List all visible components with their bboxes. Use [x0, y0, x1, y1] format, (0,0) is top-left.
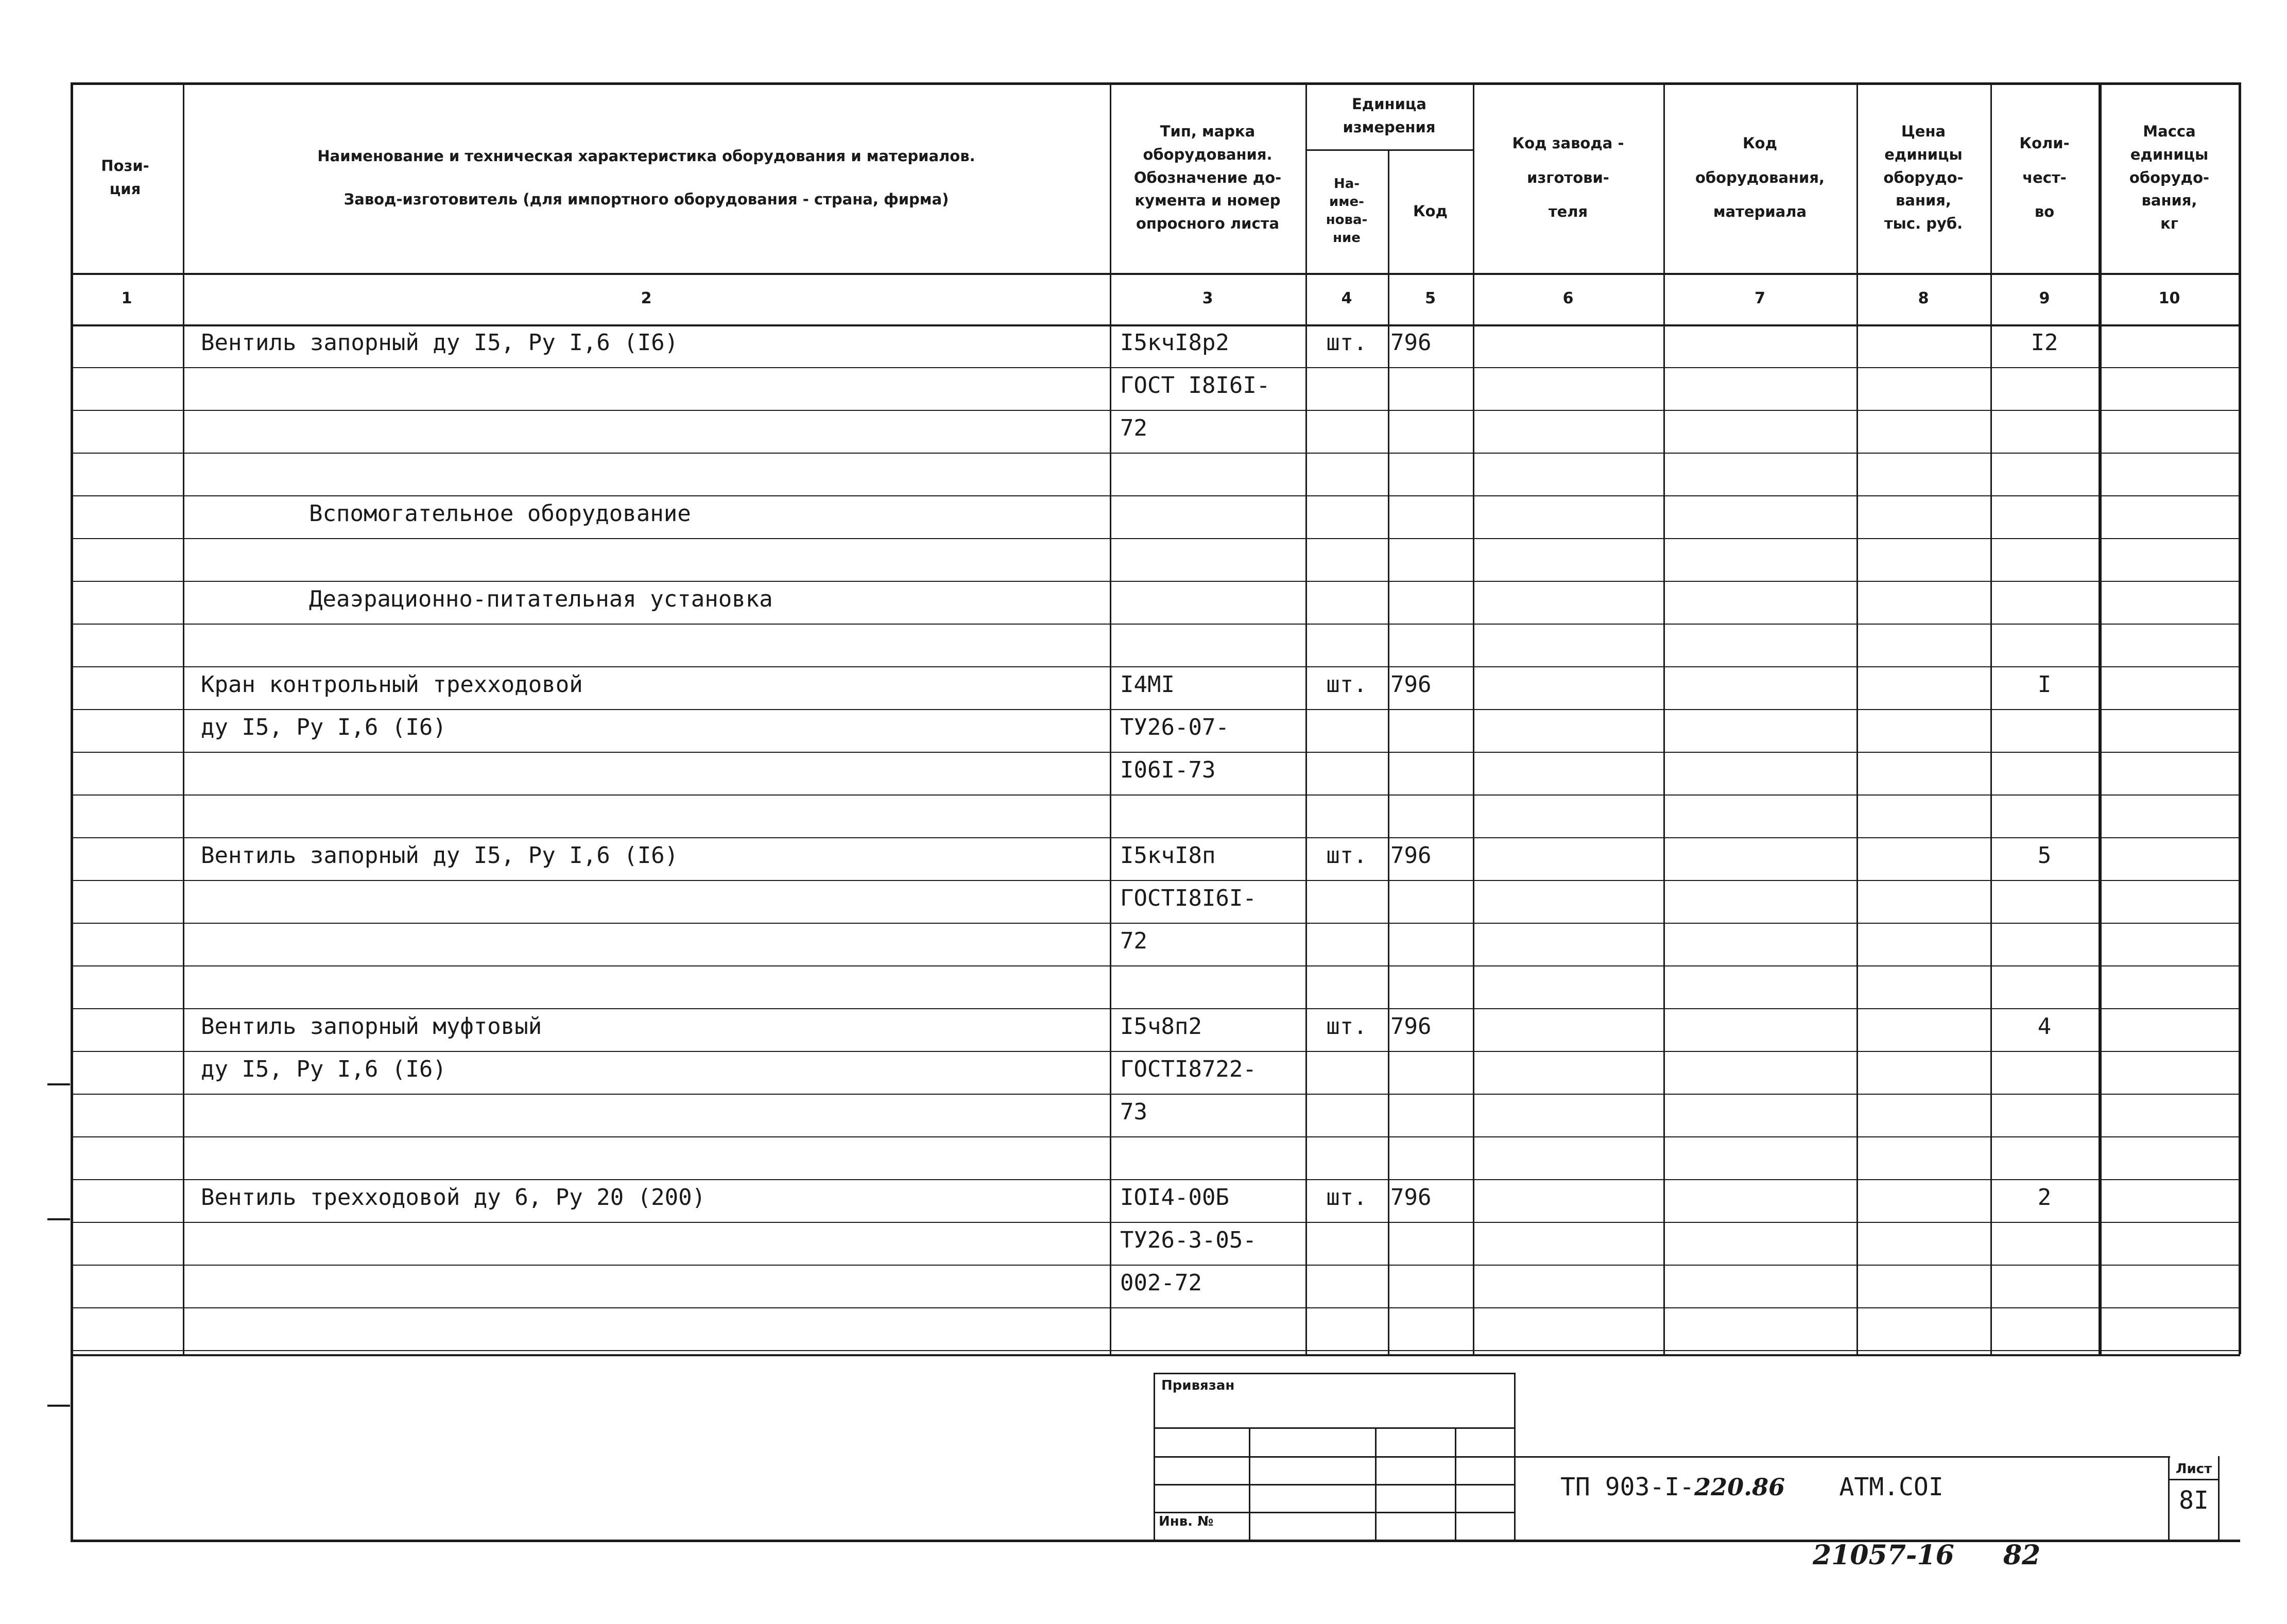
header-text-line: кумента и номер: [1134, 192, 1281, 210]
item-unit-code: [1390, 791, 1475, 835]
item-type: ТУ26-3-05-: [1120, 1227, 1257, 1253]
item-name: [201, 1262, 1097, 1305]
header-text-line: нова-: [1326, 212, 1368, 228]
item-type: ТУ26-07-: [1120, 714, 1229, 740]
item-unit-code: [1390, 1133, 1475, 1177]
item-name: [201, 791, 1097, 835]
item-type: IOI4-00Б: [1120, 1184, 1229, 1211]
header-quantity: [1990, 82, 2099, 273]
privyazan-label: Привязан: [1161, 1378, 1235, 1393]
item-name: Вентиль запорный ду I5, Ру I,6 (I6): [201, 842, 679, 869]
column-number: 7: [1755, 289, 1765, 307]
margin-tick: [47, 1405, 70, 1407]
item-type: I5ч8п2: [1120, 1013, 1202, 1040]
item-unit: [1305, 1219, 1388, 1262]
item-unit-code: [1390, 620, 1475, 664]
item-quantity: 2: [2037, 1184, 2052, 1211]
item-unit: [1305, 791, 1388, 835]
item-name: [201, 1091, 1097, 1134]
item-type: I06I-73: [1120, 757, 1216, 783]
header-text-line: На-: [1333, 176, 1360, 192]
column-number: 1: [121, 289, 132, 307]
item-type: [1120, 578, 1305, 621]
header-text-line: тыс. руб.: [1884, 215, 1963, 233]
header-text-line: чест-: [2022, 168, 2067, 186]
item-name: [201, 1304, 1097, 1347]
header-text-line: Тип, марка: [1160, 122, 1256, 140]
header-manufacturer-code: [1473, 82, 1663, 273]
item-unit: [1305, 1262, 1388, 1305]
tb-line: [1154, 1484, 1514, 1485]
item-type: I5кчI8р2: [1120, 330, 1229, 356]
item-unit: [1305, 1091, 1388, 1134]
header-text-line: оборудо-: [1883, 168, 1964, 186]
item-unit-code: [1390, 407, 1475, 450]
item-quantity: I: [2037, 671, 2052, 698]
tb-line: [2168, 1479, 2220, 1480]
header-equipment-code: [1663, 82, 1856, 273]
item-type: [1120, 492, 1305, 535]
item-quantity: [1990, 407, 2099, 450]
item-quantity: 4: [2037, 1013, 2052, 1040]
header-text-line: Цена: [1901, 122, 1946, 140]
header-text-line: Наименование и техническая характеристика оборудования и материалов.: [317, 147, 975, 165]
tb-line: [1154, 1427, 1514, 1429]
item-name: Вспомогательное оборудование: [309, 500, 691, 527]
header-text-line: вания,: [1896, 192, 1951, 210]
item-quantity: [1990, 1219, 2099, 1262]
inventory-number-label: Инв. №: [1159, 1514, 1214, 1529]
item-type: 002-72: [1120, 1270, 1202, 1296]
header-text-line: оборудования.: [1143, 145, 1273, 163]
header-text-line: Единица: [1352, 95, 1426, 113]
item-name: [201, 749, 1097, 792]
margin-tick: [47, 1083, 70, 1085]
header-text-line: Пози-: [101, 157, 149, 175]
item-name: Вентиль запорный ду I5, Ру I,6 (I6): [201, 330, 679, 356]
item-unit-code: [1390, 962, 1475, 1006]
item-name: [201, 450, 1097, 493]
item-unit: [1305, 877, 1388, 920]
tb-line: [1375, 1427, 1377, 1540]
item-type: [1120, 791, 1305, 835]
header-text-line: Завод-изготовитель (для импортного оборудования - страна, фирма): [343, 191, 949, 208]
item-unit-code: 796: [1390, 330, 1432, 356]
header-position: [71, 82, 180, 273]
item-unit-code: [1390, 1304, 1475, 1347]
item-unit: [1305, 364, 1388, 407]
item-quantity: [1990, 706, 2099, 749]
item-name: [201, 535, 1097, 578]
item-type: I4МI: [1120, 671, 1175, 698]
doc-number: 220.86: [1694, 1473, 1785, 1501]
item-unit-code: 796: [1390, 1013, 1432, 1040]
item-quantity: [1990, 535, 2099, 578]
item-quantity: I2: [2031, 330, 2058, 356]
tb-line: [1249, 1427, 1250, 1540]
row-divider: [71, 1350, 2240, 1351]
item-name: [201, 620, 1097, 664]
column-number: 3: [1202, 289, 1213, 307]
item-type: ГОСТ I8I6I-: [1120, 372, 1270, 399]
item-unit-code: [1390, 535, 1475, 578]
column-number: 10: [2158, 289, 2180, 307]
item-quantity: [1990, 450, 2099, 493]
item-unit: [1305, 535, 1388, 578]
header-text-line: изготови-: [1527, 168, 1609, 186]
item-unit: [1305, 920, 1388, 963]
document-designation: [1560, 1473, 1944, 1501]
archive-number: 21057-16: [1813, 1540, 1954, 1571]
item-name: [201, 364, 1097, 407]
item-quantity: [1990, 1133, 2099, 1177]
header-text-line: опросного листа: [1136, 215, 1280, 233]
header-text-line: Код завода -: [1512, 134, 1624, 152]
item-quantity: [1990, 1304, 2099, 1347]
header-unit-name: [1305, 149, 1388, 273]
tb-line: [1154, 1456, 1514, 1458]
item-unit-code: [1390, 578, 1475, 621]
header-unit-code: [1388, 149, 1473, 273]
item-unit: [1305, 492, 1388, 535]
column-number: 8: [1918, 289, 1929, 307]
column-number: 5: [1425, 289, 1436, 307]
item-name: Вентиль запорный муфтовый: [201, 1013, 542, 1040]
item-unit: [1305, 620, 1388, 664]
item-unit: [1305, 1048, 1388, 1091]
header-unit-group: [1305, 82, 1473, 149]
margin-tick: [47, 1218, 70, 1220]
item-quantity: [1990, 1091, 2099, 1134]
item-name: [201, 407, 1097, 450]
item-quantity: 5: [2037, 842, 2052, 869]
header-text-line: кг: [2160, 215, 2178, 233]
item-unit: [1305, 749, 1388, 792]
item-type: 73: [1120, 1099, 1147, 1125]
item-unit: [1305, 962, 1388, 1006]
item-type: I5кчI8п: [1120, 842, 1216, 869]
header-text-line: Обозначение до-: [1133, 168, 1282, 186]
item-name: Деаэрационно-питательная установка: [309, 586, 773, 612]
header-mass: [2099, 82, 2240, 273]
item-quantity: [1990, 364, 2099, 407]
item-unit-code: [1390, 1262, 1475, 1305]
item-name: Кран контрольный трехходовой: [201, 671, 583, 698]
item-unit: [1305, 1304, 1388, 1347]
item-type: [1120, 1133, 1305, 1177]
item-unit-code: [1390, 1091, 1475, 1134]
item-unit-code: [1390, 1048, 1475, 1091]
tb-line: [1154, 1373, 1514, 1374]
item-unit-code: [1390, 450, 1475, 493]
tb-line: [1154, 1512, 1514, 1513]
header-text-line: ция: [109, 180, 141, 198]
item-unit: [1305, 450, 1388, 493]
header-price: [1856, 82, 1990, 273]
header-name: [183, 82, 1110, 273]
item-name: ду I5, Ру I,6 (I6): [201, 714, 446, 740]
item-quantity: [1990, 492, 2099, 535]
header-type: [1110, 82, 1305, 273]
doc-suffix: АТМ.СОI: [1839, 1473, 1944, 1501]
column-number: 6: [1562, 289, 1574, 307]
header-text-line: во: [2034, 203, 2055, 221]
header-text-line: Код: [1742, 134, 1778, 152]
column-number: 9: [2039, 289, 2050, 307]
item-unit: [1305, 407, 1388, 450]
tb-line: [2168, 1456, 2170, 1540]
item-unit: шт.: [1326, 1184, 1367, 1211]
header-text-line: Масса: [2143, 122, 2196, 140]
table-bottom-line: [71, 1354, 2240, 1356]
page-number: 82: [2003, 1540, 2041, 1571]
header-text-line: измерения: [1343, 118, 1436, 136]
item-unit-code: [1390, 706, 1475, 749]
item-unit-code: [1390, 1219, 1475, 1262]
column-number: 4: [1341, 289, 1352, 307]
column-number: 2: [641, 289, 652, 307]
sheet-label: Лист: [2175, 1461, 2212, 1477]
item-unit: шт.: [1326, 842, 1367, 869]
item-name: [201, 1133, 1097, 1177]
item-type: [1120, 620, 1305, 664]
item-quantity: [1990, 578, 2099, 621]
item-unit: [1305, 706, 1388, 749]
header-text-line: вания,: [2141, 192, 2197, 210]
item-quantity: [1990, 791, 2099, 835]
item-type: [1120, 450, 1305, 493]
header-text-line: оборудо-: [2129, 168, 2210, 186]
header-text-line: теля: [1548, 203, 1588, 221]
item-quantity: [1990, 1048, 2099, 1091]
item-quantity: [1990, 920, 2099, 963]
item-unit: шт.: [1326, 671, 1367, 698]
item-quantity: [1990, 620, 2099, 664]
item-name: [201, 962, 1097, 1006]
item-unit: шт.: [1326, 1013, 1367, 1040]
item-type: [1120, 1304, 1305, 1347]
item-unit-code: [1390, 364, 1475, 407]
header-text-line: оборудования,: [1695, 168, 1825, 186]
item-unit: [1305, 578, 1388, 621]
header-text-line: единицы: [1884, 145, 1963, 163]
header-text-line: име-: [1329, 194, 1364, 210]
item-unit: [1305, 1133, 1388, 1177]
item-unit-code: 796: [1390, 1184, 1432, 1211]
tb-line: [2218, 1456, 2220, 1540]
item-type: 72: [1120, 928, 1147, 954]
header-text-line: материала: [1713, 203, 1807, 221]
item-type: 72: [1120, 415, 1147, 441]
item-unit-code: [1390, 492, 1475, 535]
item-unit-code: [1390, 920, 1475, 963]
tb-line: [1455, 1427, 1456, 1540]
item-quantity: [1990, 1262, 2099, 1305]
header-text-line: Код: [1413, 202, 1448, 220]
item-name: [201, 877, 1097, 920]
item-quantity: [1990, 962, 2099, 1006]
item-type: ГОСТI8I6I-: [1120, 885, 1257, 911]
tb-line: [1514, 1456, 2170, 1458]
header-text-line: Коли-: [2019, 134, 2070, 152]
item-type: [1120, 962, 1305, 1006]
doc-prefix: ТП 903-I-: [1560, 1473, 1695, 1501]
item-unit-code: 796: [1390, 842, 1432, 869]
item-type: ГОСТI8722-: [1120, 1056, 1257, 1082]
item-name: [201, 920, 1097, 963]
header-text-line: единицы: [2130, 145, 2209, 163]
item-type: [1120, 535, 1305, 578]
item-unit: шт.: [1326, 330, 1367, 356]
item-unit-code: [1390, 877, 1475, 920]
item-name: ду I5, Ру I,6 (I6): [201, 1056, 446, 1082]
item-name: Вентиль трехходовой ду 6, Ру 20 (200): [201, 1184, 706, 1211]
item-unit-code: [1390, 749, 1475, 792]
item-quantity: [1990, 877, 2099, 920]
item-unit-code: 796: [1390, 671, 1432, 698]
header-text-line: ние: [1333, 230, 1361, 246]
item-quantity: [1990, 749, 2099, 792]
sheet-number: 8I: [2179, 1486, 2209, 1515]
item-name: [201, 1219, 1097, 1262]
